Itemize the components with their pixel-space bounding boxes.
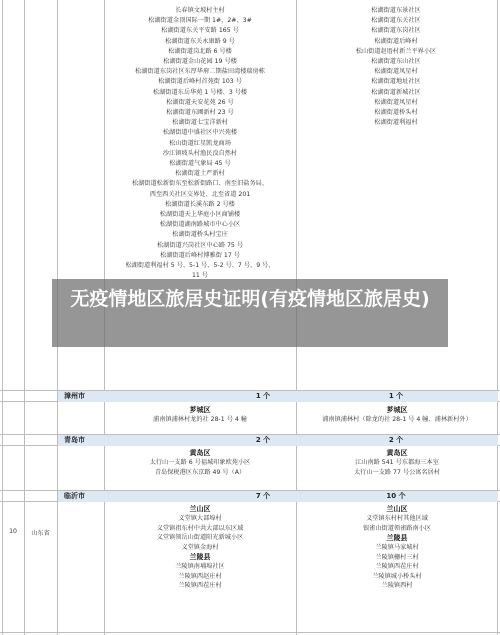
community-line: 松湖街道东关社区 <box>371 17 421 25</box>
address-line: 松湖街道东关平安路 165 号 <box>161 27 239 35</box>
count-left: 1 个 <box>255 392 271 400</box>
address-line: 松湖街道东岗社区东厚华府二期盐田湾楼瑞房栋 <box>135 68 265 76</box>
address-line: 义堂镇东村村其他区域 <box>366 515 428 522</box>
address-line: 沙江镇坡头村渔民没自然村 <box>162 149 238 157</box>
count-right: 10 个 <box>386 492 406 500</box>
upper-right-address-list <box>296 6 496 128</box>
city-row <box>58 491 498 502</box>
community-line: 松湖街道东景社区 <box>371 7 421 14</box>
community-line: 松湖街道后峰村 <box>374 37 418 45</box>
address-line: 松湖街道松新街东至松新街路口、南至旧盐务局、 <box>131 180 269 188</box>
address-line: 松湖街道东关永康路 9 号 <box>165 37 235 45</box>
row-number: 10 <box>9 528 17 535</box>
address-line: 义堂镇金海村 <box>181 543 219 551</box>
community-line: 松湖街道地址社区 <box>371 78 421 86</box>
upper-left-address-list <box>108 6 292 281</box>
address-line: 松湖街道七宝洋新村 <box>172 119 228 127</box>
address-line: 松湖街道后峰村首苑街 103 号 <box>158 78 242 86</box>
address-line: 义堂镇领岳山街道阳光新城小区 <box>156 534 244 541</box>
community-line: 松湖街道凤星村 <box>374 98 418 106</box>
table-divider <box>24 0 25 635</box>
address-line: 义堂镇祖东村中共大部以东区域 <box>156 524 244 532</box>
address-line: 松山街道红星凯龙商场 <box>169 139 231 147</box>
district-name: 黄岛区 <box>189 449 211 457</box>
address-line: 松湖街道土严新村 <box>175 170 225 178</box>
area-cell-left <box>108 504 292 591</box>
address-line: 银雀山街道领雀路南小区 <box>362 524 432 532</box>
count-right: 1 个 <box>388 392 404 400</box>
address-line: 兰陵镇西茬庄村 <box>375 563 419 570</box>
district-name: 兰陵县 <box>189 553 211 561</box>
community-line: 松湖街道利福村 <box>374 119 418 127</box>
district-name: 芗城区 <box>189 406 211 414</box>
address-line: 兰陵镇西茬庄村 <box>178 582 222 589</box>
community-line: 松山街道赵厝村新兰平界小区 <box>355 47 437 55</box>
address-line: 义堂镇大部埠村 <box>178 515 222 522</box>
page-title: 无疫情地区旅居史证明(有疫情地区旅居史) <box>70 288 430 310</box>
address-line: 松湖街道东岳华苑 1 号楼、3 号楼 <box>152 88 248 96</box>
area-cell-right <box>298 504 496 591</box>
count-left: 7 个 <box>255 492 271 500</box>
address-line: 兰陵镇栅村三村 <box>375 553 419 561</box>
address-line: 兰陵镇西村 <box>381 582 413 589</box>
community-line: 松湖街道东岗社区 <box>371 27 421 35</box>
address-line: 太行山一支路 6 号福城印象欧苑小区 <box>149 459 251 466</box>
district-name: 兰陵县 <box>386 534 408 542</box>
address-line: 松湖街道利福村 5 号、5-1 号、5-2 号、7 号、9 号、 <box>125 262 275 270</box>
address-line: 松湖街道桥头村宝庄 <box>172 231 228 239</box>
address-line: 松湖街道天安花苑 26 号 <box>166 98 234 106</box>
community-line: 松湖街道新城社区 <box>371 88 421 96</box>
title-overlay <box>52 279 448 347</box>
address-line: 松湖街道中盛社区中兴苑楼 <box>162 129 238 137</box>
address-line: 松湖街道天上华庭小区商铺楼 <box>159 211 241 219</box>
address-line: 兰陵镇南埔埠社区 <box>175 563 225 570</box>
address-line: 松湖街道湖南路城市中心小区 <box>159 221 241 229</box>
table-border-left <box>2 0 3 635</box>
district-name: 黄岛区 <box>386 449 408 457</box>
address-line: 松湖街道后峰村博雅街 17 号 <box>160 251 240 259</box>
address-line: 青岛保税港区东京路 49 号（A） <box>154 468 246 476</box>
community-line: 松湖街道东山社区 <box>371 58 421 66</box>
address-line: 松湖街道兴岗社区中心路 75 号 <box>156 241 244 249</box>
city-name: 漳州市 <box>64 392 85 400</box>
province-name: 山东省 <box>31 530 50 537</box>
community-line: 松湖街道桥头村 <box>374 109 418 117</box>
area-cell-right <box>298 448 496 477</box>
address-line: 浦南镇浦林村龙的社 28-1 号 4 幢 <box>153 416 247 423</box>
community-line: 松湖街道凤星村 <box>374 68 418 76</box>
district-name: 兰山区 <box>386 505 408 513</box>
area-cell-right <box>298 405 496 425</box>
address-line: 11 号 <box>191 272 209 280</box>
address-line: 兰陵镇西赵庄村 <box>178 572 222 580</box>
address-line: 浦南镇浦林村（除龙的社 28-1 号 4 幢、浦林新村外） <box>322 416 472 423</box>
district-name: 兰山区 <box>189 505 211 513</box>
table-border-bottom <box>0 632 500 633</box>
address-line: 兰陵镇城小桥头村 <box>372 572 422 580</box>
address-line: 兰陵镇马家城村 <box>375 544 419 551</box>
address-line: 松湖街道东圃新村 23 号 <box>166 109 234 117</box>
address-line: 松湖街道长溪东路 2 号楼 <box>165 200 235 208</box>
address-line: 长春镇文坡村主村 <box>175 7 225 14</box>
address-line: 太行山一支路 77 号公寓名居村 <box>353 468 441 476</box>
city-name: 临沂市 <box>64 492 85 500</box>
table-border-right <box>497 0 498 635</box>
address-line: 松湖街道岗北路 6 号楼 <box>168 47 232 55</box>
address-line: 松湖街道金山花园 19 号楼 <box>163 58 237 66</box>
city-row <box>58 391 498 402</box>
address-line: 松湖街道金顶国际一期 1#、2#、3# <box>148 17 252 25</box>
area-cell-left <box>108 448 292 477</box>
district-name: 芗城区 <box>386 406 408 414</box>
address-line: 西至西关社区交界处、北至省道 201 <box>149 190 251 198</box>
area-cell-left <box>108 405 292 425</box>
address-line: 江山南路 541 号东都海三本室 <box>355 459 439 466</box>
count-left: 2 个 <box>255 436 271 444</box>
city-name: 青岛市 <box>64 436 85 444</box>
city-row <box>58 435 498 446</box>
count-right: 2 个 <box>388 436 404 444</box>
address-line: 松湖街道气象局 45 号 <box>169 160 231 168</box>
